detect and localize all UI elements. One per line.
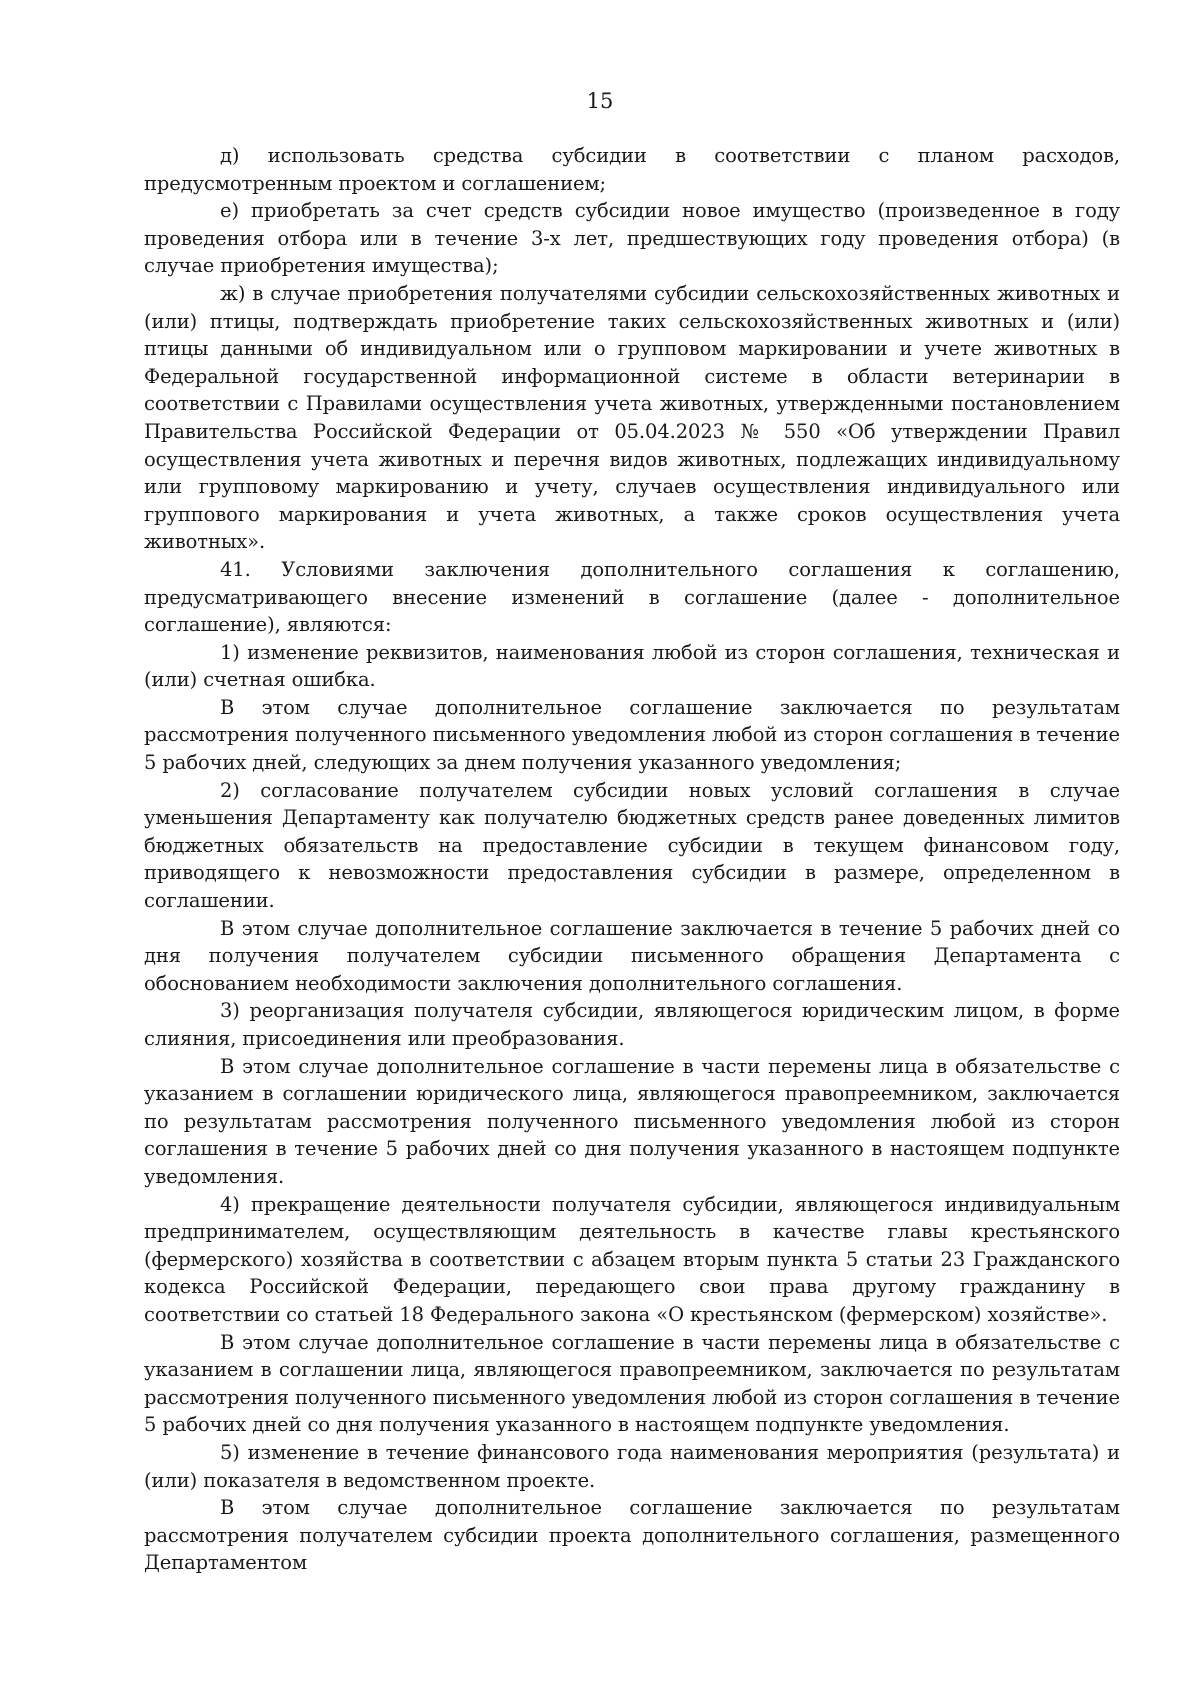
paragraph-41-4: 4) прекращение деятельности получателя субсидии, являющегося индивидуальным предпринимателем, осуществляющим деятельность в качестве главы крестьянского (фермерского) хозяйства в соответствии с абзацем вторым пункта 5 статьи 23 Гражданского кодекса Российской Федерации, передающего свои права другому гражданину в соответствии со статьей 18 Федерального закона «О крестьянском (фермерском) хозяйстве».	[144, 1192, 1120, 1326]
paragraph-41-2: 2) согласование получателем субсидии новых условий соглашения в случае уменьшения Департаменту как получателю бюджетных средств ранее доведенных лимитов бюджетных обязательств на предоставление субсидии в текущем финансовом году, приводящего к невозможности предоставления субсидии в размере, определенном в соглашении.	[144, 778, 1120, 913]
paragraph-d: д) использовать средства субсидии в соответствии с планом расходов, предусмотренным проектом и соглашением;	[144, 144, 1120, 195]
paragraph-41-1-case: В этом случае дополнительное соглашение заключается по результатам рассмотрения полученного письменного уведомления любой из сторон соглашения в течение 5 рабочих дней, следующих за днем получения указанного уведомления;	[144, 695, 1120, 775]
document-body	[144, 142, 1120, 1577]
paragraph-41-3-case: В этом случае дополнительное соглашение в части перемены лица в обязательстве с указанием в соглашении юридического лица, являющегося правопреемником, заключается по результатам рассмотрения полученного письменного уведомления любой из сторон соглашения в течение 5 рабочих дней со дня получения указанного в настоящем подпункте уведомления.	[144, 1054, 1120, 1188]
paragraph-e: е) приобретать за счет средств субсидии новое имущество (произведенное в году проведения отбора или в течение 3-х лет, предшествующих году проведения отбора) (в случае приобретения имущества);	[144, 199, 1120, 278]
paragraph-41: 41. Условиями заключения дополнительного соглашения к соглашению, предусматривающего внесение изменений в соглашение (далее - дополнительное соглашение), являются:	[144, 557, 1120, 637]
paragraph-41-5: 5) изменение в течение финансового года наименования мероприятия (результата) и (или) показателя в ведомственном проекте.	[144, 1440, 1120, 1492]
paragraph-41-4-case: В этом случае дополнительное соглашение в части перемены лица в обязательстве с указанием в соглашении лица, являющегося правопреемником, заключается по результатам рассмотрения полученного письменного уведомления любой из сторон соглашения в течение 5 рабочих дней со дня получения указанного в настоящем подпункте уведомления.	[144, 1330, 1120, 1437]
page-number: 15	[586, 89, 614, 113]
paragraph-41-2-case: В этом случае дополнительное соглашение заключается в течение 5 рабочих дней со дня получения получателем субсидии письменного обращения Департамента с обоснованием необходимости заключения дополнительного соглашения.	[144, 916, 1120, 995]
paragraph-zh: ж) в случае приобретения получателями субсидии сельскохозяйственных животных и (или) птицы, подтверждать приобретение таких сельскохозяйственных животных и (или) птицы данными об индивидуальном или о групповом маркировании и учете животных в Федеральной государственной информационной системе в области ветеринарии в соответствии с Правилами осуществления учета животных, утвержденными постановлением Правительства Российской Федерации от 05.04.2023 № 550 «Об утверждении Правил осуществления учета животных и перечня видов животных, подлежащих индивидуальному или групповому маркированию и учету, случаев осуществления индивидуального или группового маркирования и учета животных, а также сроков осуществления учета животных».	[144, 281, 1120, 554]
paragraph-41-1: 1) изменение реквизитов, наименования любой из сторон соглашения, техническая и (или) счетная ошибка.	[144, 640, 1120, 692]
paragraph-41-3: 3) реорганизация получателя субсидии, являющегося юридическим лицом, в форме слияния, присоединения или преобразования.	[144, 999, 1120, 1050]
paragraph-41-5-case: В этом случае дополнительное соглашение заключается по результатам рассмотрения получателем субсидии проекта дополнительного соглашения, размещенного Департаментом	[144, 1496, 1120, 1575]
